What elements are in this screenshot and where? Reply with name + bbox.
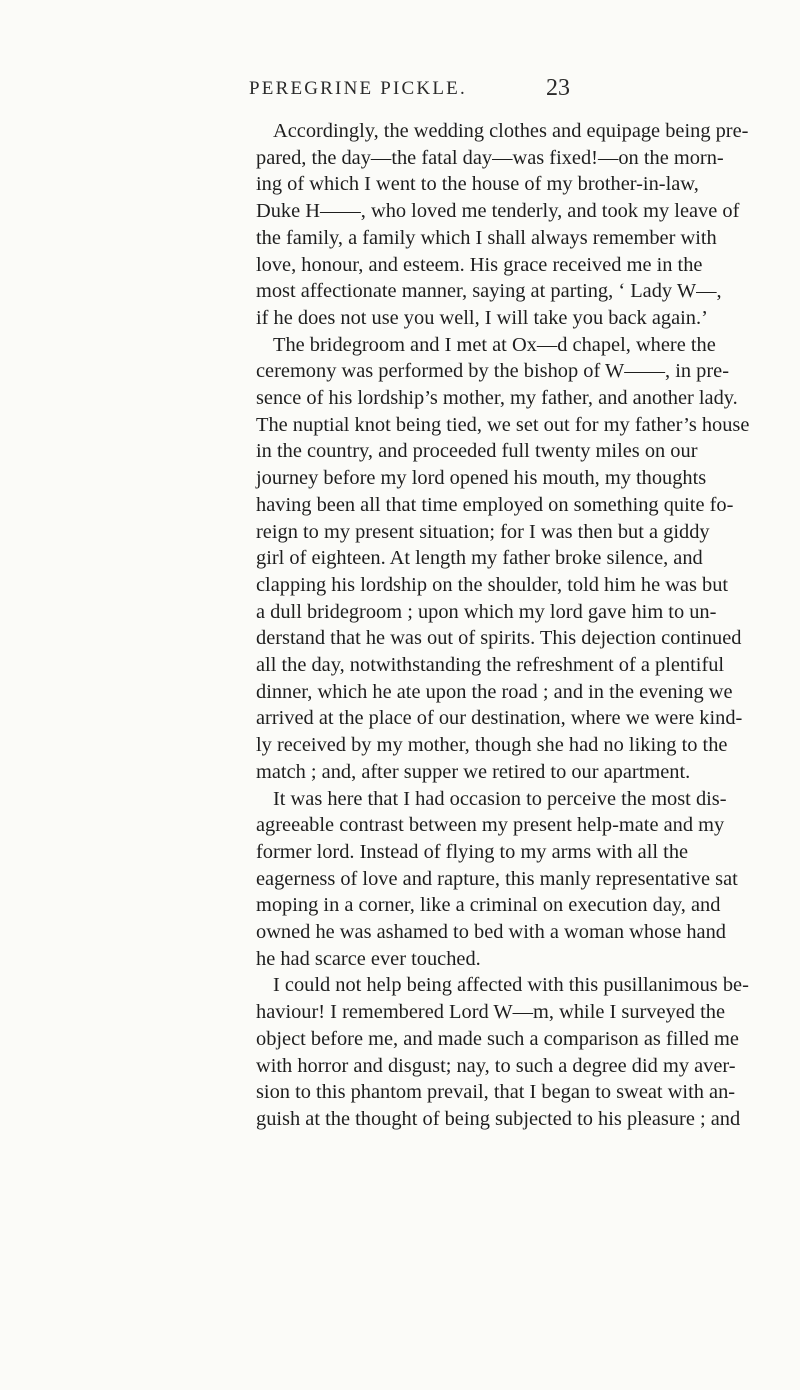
- page-number: 23: [546, 75, 570, 101]
- text-line: dinner, which he ate upon the road ; and in the evening we: [256, 680, 733, 703]
- text-line: Accordingly, the wedding clothes and equipage being pre-: [273, 120, 749, 142]
- text-line: pared, the day—the fatal day—was fixed!—on the morn-: [256, 146, 724, 169]
- text-line: journey before my lord opened his mouth, my thoughts: [256, 467, 707, 490]
- text-line: ly received by my mother, though she had no liking to the: [256, 734, 728, 757]
- text-line: love, honour, and esteem. His grace received me in the: [256, 253, 703, 276]
- text-line: guish at the thought of being subjected to his pleasure ; and: [256, 1107, 741, 1130]
- text-line: he had scarce ever touched.: [256, 947, 481, 970]
- text-line: having been all that time employed on something quite fo-: [256, 493, 734, 516]
- text-line: if he does not use you well, I will take you back again.’: [256, 306, 708, 329]
- text-line: arrived at the place of our destination, where we were kind-: [256, 707, 743, 730]
- text-line: ing of which I went to the house of my brother-in-law,: [256, 173, 699, 196]
- text-line: The bridegroom and I met at Ox—d chapel, where the: [273, 333, 716, 356]
- text-line: Duke H——, who loved me tenderly, and took my leave of: [256, 200, 740, 223]
- text-line: a dull bridegroom ; upon which my lord gave him to un-: [256, 600, 717, 623]
- text-line: in the country, and proceeded full twenty miles on our: [256, 440, 698, 463]
- text-line: former lord. Instead of flying to my arms with all the: [256, 840, 689, 863]
- page-header: [0, 75, 800, 108]
- running-head: PEREGRINE PICKLE.: [249, 78, 467, 99]
- text-line: the family, a family which I shall always remember with: [256, 226, 717, 249]
- text-line: It was here that I had occasion to perceive the most dis-: [273, 787, 727, 810]
- text-line: derstand that he was out of spirits. This dejection continued: [256, 627, 742, 650]
- text-line: haviour! I remembered Lord W—m, while I surveyed the: [256, 1001, 726, 1024]
- text-line: reign to my present situation; for I was then but a giddy: [256, 520, 710, 543]
- text-line: owned he was ashamed to bed with a woman whose hand: [256, 921, 727, 943]
- text-line: with horror and disgust; nay, to such a degree did my aver-: [256, 1054, 736, 1077]
- text-line: match ; and, after supper we retired to our apartment.: [256, 760, 691, 783]
- text-line: object before me, and made such a comparison as filled me: [256, 1027, 739, 1050]
- text-line: The nuptial knot being tied, we set out for my father’s house: [256, 413, 750, 436]
- text-line: most affectionate manner, saying at parting, ‘ Lady W—,: [256, 280, 722, 303]
- text-line: sion to this phantom prevail, that I began to sweat with an-: [256, 1081, 736, 1104]
- text-line: I could not help being affected with this pusillanimous be-: [273, 974, 749, 997]
- text-line: all the day, notwithstanding the refreshment of a plentiful: [256, 654, 725, 676]
- text-line: moping in a corner, like a criminal on execution day, and: [256, 894, 721, 917]
- text-line: clapping his lordship on the shoulder, told him he was but: [256, 573, 729, 596]
- text-line: sence of his lordship’s mother, my father, and another lady.: [256, 387, 738, 409]
- text-line: eagerness of love and rapture, this manly representative sat: [256, 867, 738, 890]
- text-line: girl of eighteen. At length my father broke silence, and: [256, 547, 703, 570]
- text-line: agreeable contrast between my present help-mate and my: [256, 814, 725, 837]
- text-line: ceremony was performed by the bishop of W——, in pre-: [256, 360, 730, 383]
